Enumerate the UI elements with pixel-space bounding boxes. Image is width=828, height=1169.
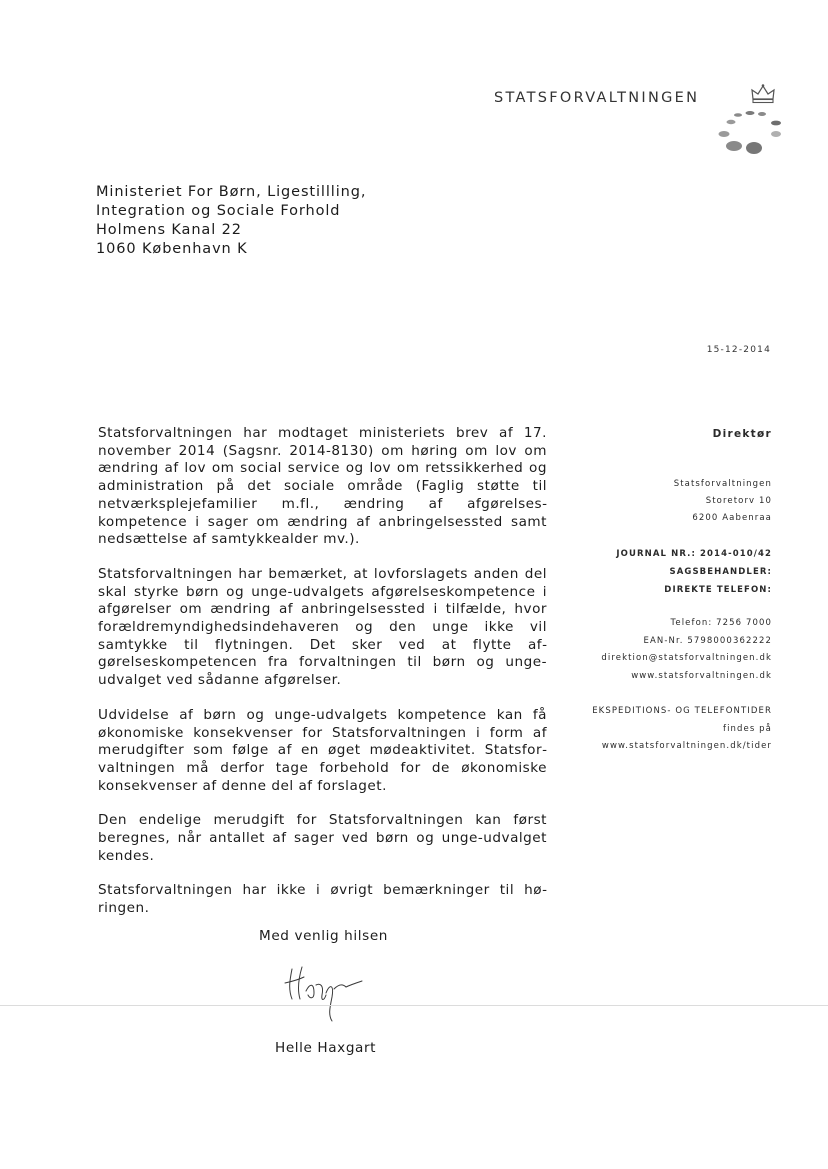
address-line: Statsforvaltningen: [673, 479, 772, 489]
letter-body: [98, 425, 547, 935]
org-logo-text: STATSFORVALTNINGEN: [494, 90, 700, 106]
address-line: 6200 Aabenraa: [692, 513, 772, 523]
statsforvaltningen-dots-icon: [710, 108, 790, 160]
direct-phone-label: DIREKTE TELEFON:: [664, 585, 772, 595]
email-link[interactable]: direktion@statsforvaltningen.dk: [601, 653, 772, 663]
body-paragraph: Statsforvaltningen har ikke i øvrigt bemærkninger til høringen.: [98, 882, 547, 917]
journal-info: [552, 545, 772, 599]
crown-icon: [750, 83, 776, 107]
handwritten-signature: [280, 955, 370, 1025]
hours-heading: EKSPEDITIONS- OG TELEFONTIDER: [592, 706, 772, 716]
recipient-line: Holmens Kanal 22: [96, 222, 242, 238]
website-link[interactable]: www.statsforvaltningen.dk: [631, 670, 772, 681]
contact-info: [552, 615, 772, 685]
address-line: Storetorv 10: [705, 496, 772, 506]
hours-text: findes på: [722, 723, 772, 734]
recipient-line: 1060 København K: [96, 241, 248, 257]
fold-line: [0, 1005, 828, 1006]
closing-greeting: Med venlig hilsen: [259, 928, 388, 944]
body-paragraph: Statsforvaltningen har modtaget ministeriets brev af 17. november 2014 (Sagsnr. 2014-8130) om høring om lov om ændring af lov om social service og lov om retssikkerhed og administration på det sociale område (Faglig støtte til netværksplejefamilier m.fl., ændring af afgørelseskompetence i sager om ændring af anbringelsessted samt nedsættelse af samtykkealder mv.).: [98, 425, 547, 548]
sender-role: Direktør: [712, 428, 772, 440]
body-paragraph: Den endelige merudgift for Statsforvaltningen kan først beregnes, når antallet af sager ved børn og unge-udvalget kendes.: [98, 812, 547, 864]
recipient-line: Integration og Sociale Forhold: [96, 203, 341, 219]
opening-hours-info: [552, 703, 772, 756]
case-officer-label: SAGSBEHANDLER:: [669, 567, 772, 577]
signer-name: Helle Haxgart: [275, 1040, 377, 1056]
journal-number: JOURNAL NR.: 2014-010/42: [616, 549, 772, 559]
ean-number: EAN-Nr. 5798000362222: [643, 635, 772, 646]
recipient-line: Ministeriet For Børn, Ligestillling,: [96, 184, 367, 200]
phone: Telefon: 7256 7000: [670, 618, 772, 628]
body-paragraph: Statsforvaltningen har bemærket, at lovforslagets anden del skal styrke børn og unge-udvalgets afgørelseskompetence i afgørelser om ændring af anbringelsessted i tilfælde, hvor forældremyndighedsindehaveren og den unge ikke vil samtykke til flytningen. Det sker ved at flytte afgørelseskompetencen fra forvaltningen til børn og unge-udvalget ved sådanne afgørelser.: [98, 565, 547, 689]
sender-sidebar: [552, 428, 772, 756]
hours-link[interactable]: www.statsforvaltningen.dk/tider: [601, 741, 772, 751]
body-paragraph: Udvidelse af børn og unge-udvalgets kompetence kan få økonomiske konsekvenser for Statsforvaltningen i form af merudgifter som følge af en øget mødeaktivitet. Statsforvaltningen må derfor tage forbehold for de økonomiske konsekvenser af denne del af forslaget.: [98, 706, 547, 794]
sender-address: [552, 476, 772, 527]
recipient-address: [96, 183, 366, 259]
letter-date: 15-12-2014: [706, 345, 771, 355]
